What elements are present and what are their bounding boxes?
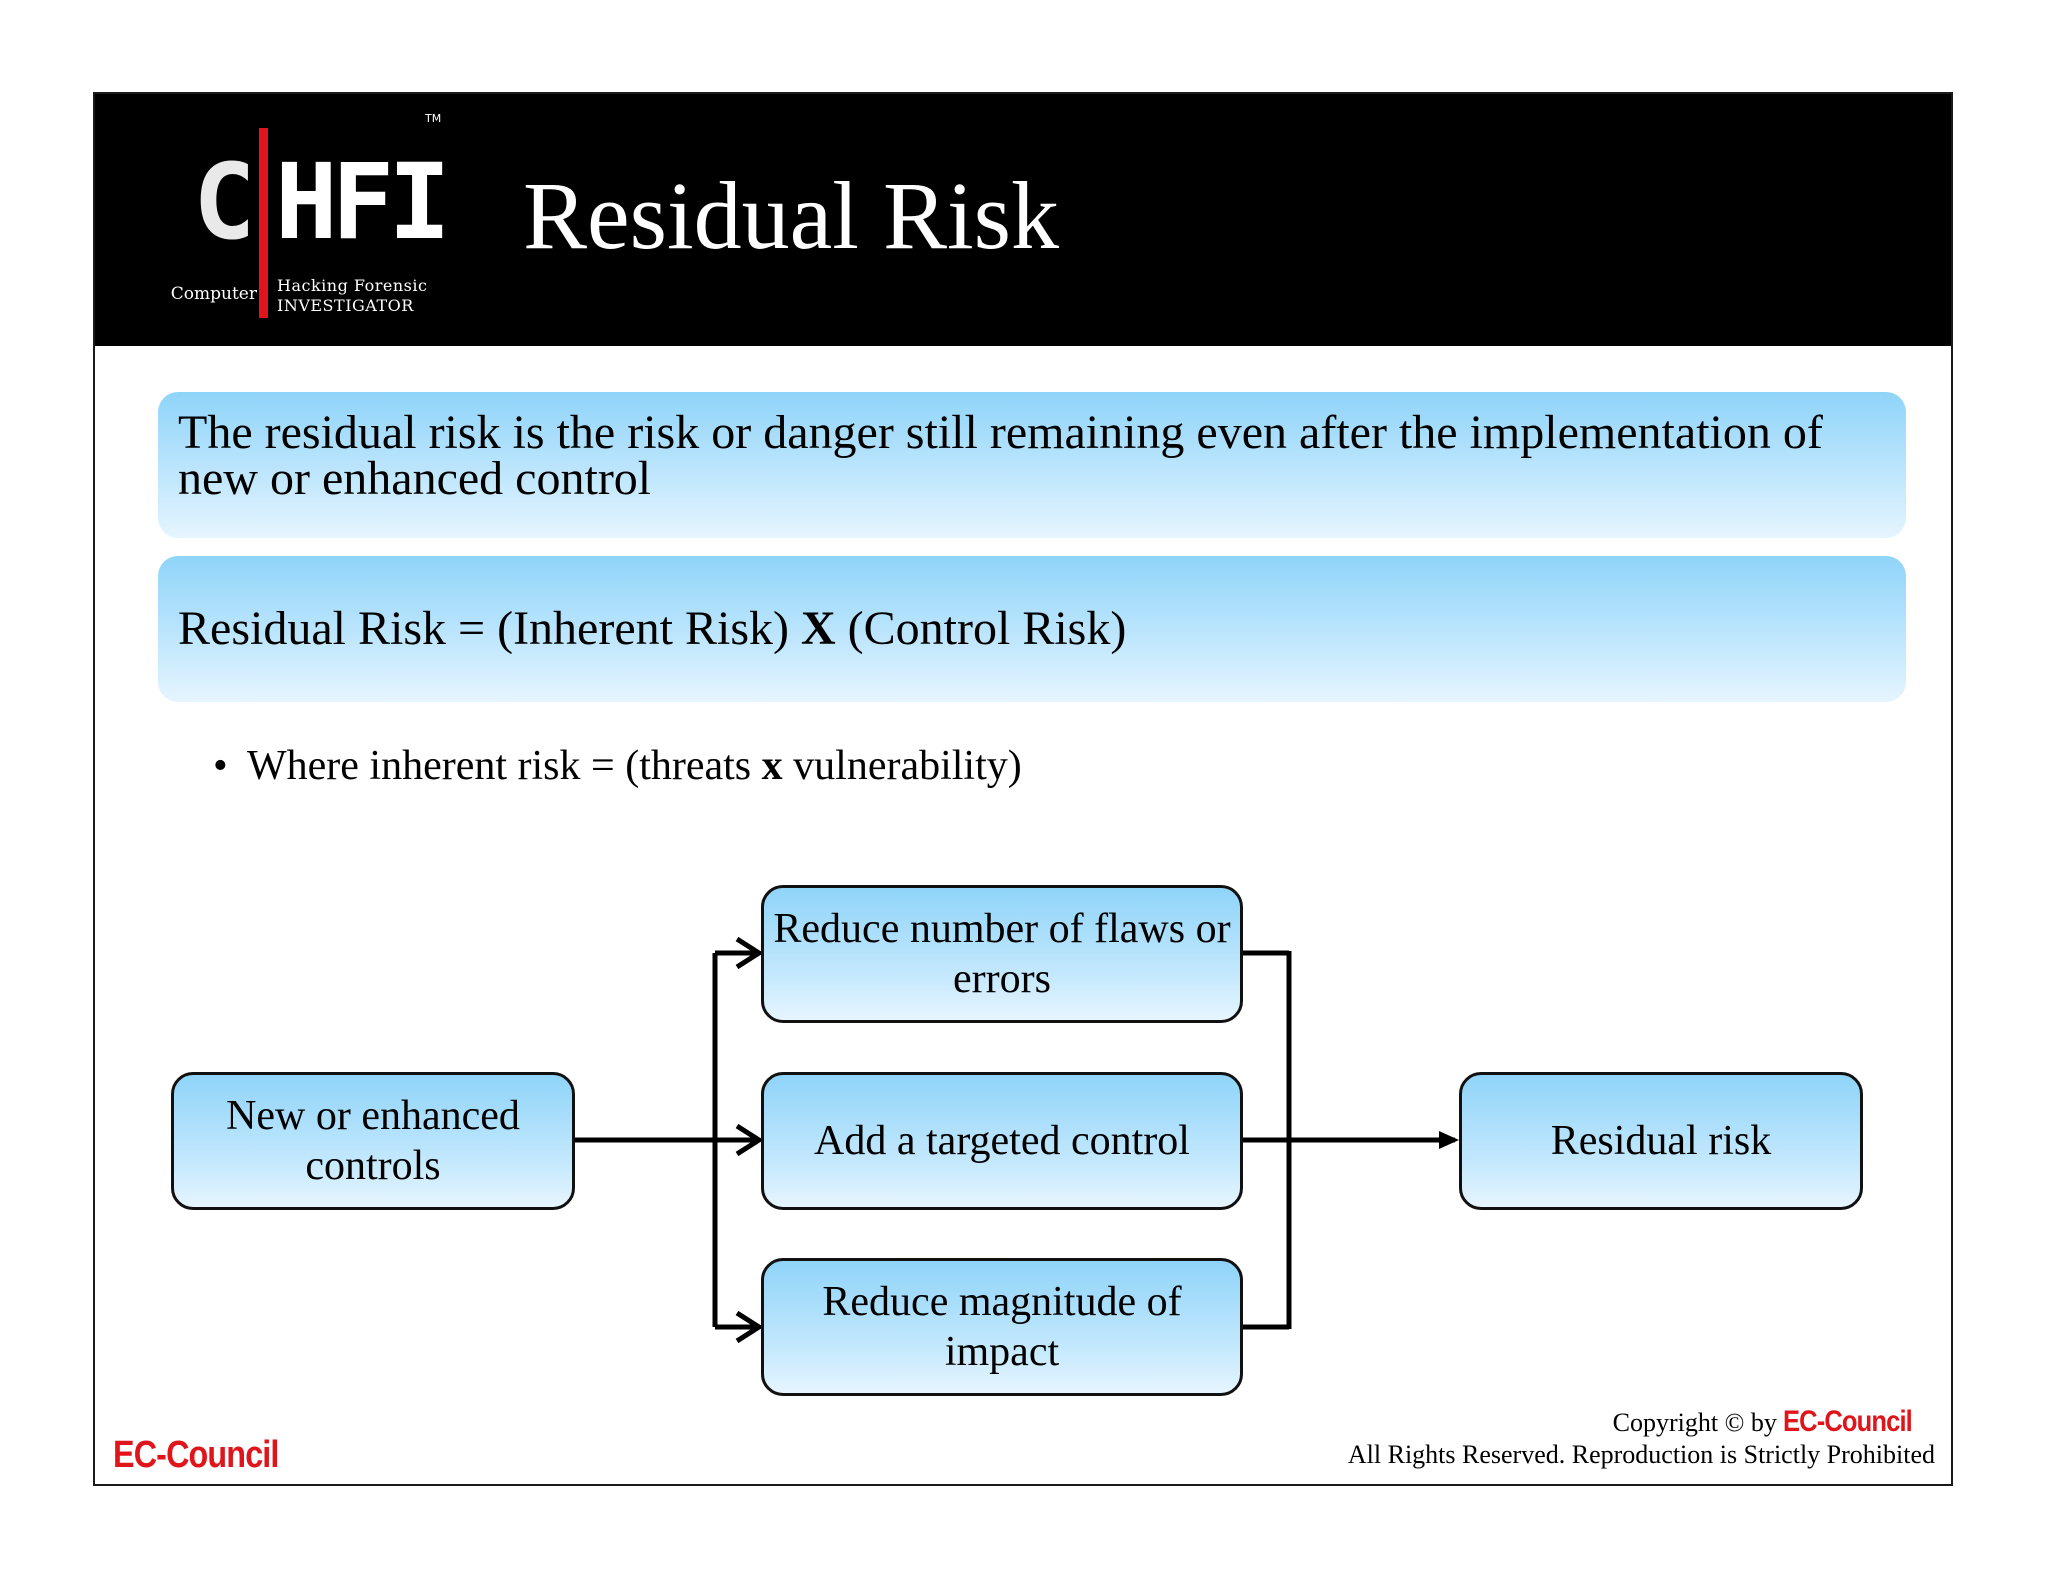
formula-right: (Control Risk) (835, 602, 1127, 655)
definition-text: The residual risk is the risk or danger still remaining even after the implementation of new or enhanced control (178, 406, 1823, 505)
logo-letter-c: C (193, 141, 256, 263)
bullet-left: Where inherent risk = (threats (247, 743, 762, 789)
copyright-prefix: Copyright © by (1612, 1408, 1784, 1437)
slide (93, 92, 1953, 1486)
logo-computer-label: Computer (170, 284, 257, 304)
node-label: Reduce magnitude of impact (822, 1279, 1182, 1375)
node-residual-risk (1459, 1072, 1863, 1210)
copyright-notice (1348, 1406, 1935, 1471)
logo-investigator-label: INVESTIGATOR (277, 296, 414, 315)
formula-left: Residual Risk = (Inherent Risk) (178, 602, 801, 655)
node-label: Residual risk (1550, 1118, 1772, 1164)
formula-operator: X (801, 602, 836, 655)
ec-council-logo: EC-Council (113, 1434, 279, 1476)
bullet-right: vulnerability) (782, 743, 1022, 789)
node-label: Add a targeted control (814, 1118, 1190, 1164)
node-new-or-enhanced-controls (171, 1072, 575, 1210)
rights-reserved: All Rights Reserved. Reproduction is Strictly Prohibited (1347, 1440, 1935, 1469)
arrowhead-result (1439, 1131, 1459, 1149)
bullet-marker: • (213, 743, 228, 789)
node-label: New or enhanced controls (226, 1093, 520, 1189)
logo-hacking-forensic-label: Hacking Forensic (277, 276, 428, 295)
node-label: Reduce number of flaws or errors (773, 906, 1231, 1002)
copyright-brand: EC-Council (1783, 1405, 1913, 1438)
logo-trademark: TM (425, 112, 442, 125)
logo-letters-hfi: HFI (275, 141, 445, 263)
residual-risk-diagram (95, 94, 1953, 1486)
node-reduce-flaws (761, 885, 1243, 1023)
node-reduce-magnitude (761, 1258, 1243, 1396)
node-targeted-control (761, 1072, 1243, 1210)
bullet-operator: x (761, 743, 783, 789)
slide-title: Residual Risk (523, 162, 1060, 269)
